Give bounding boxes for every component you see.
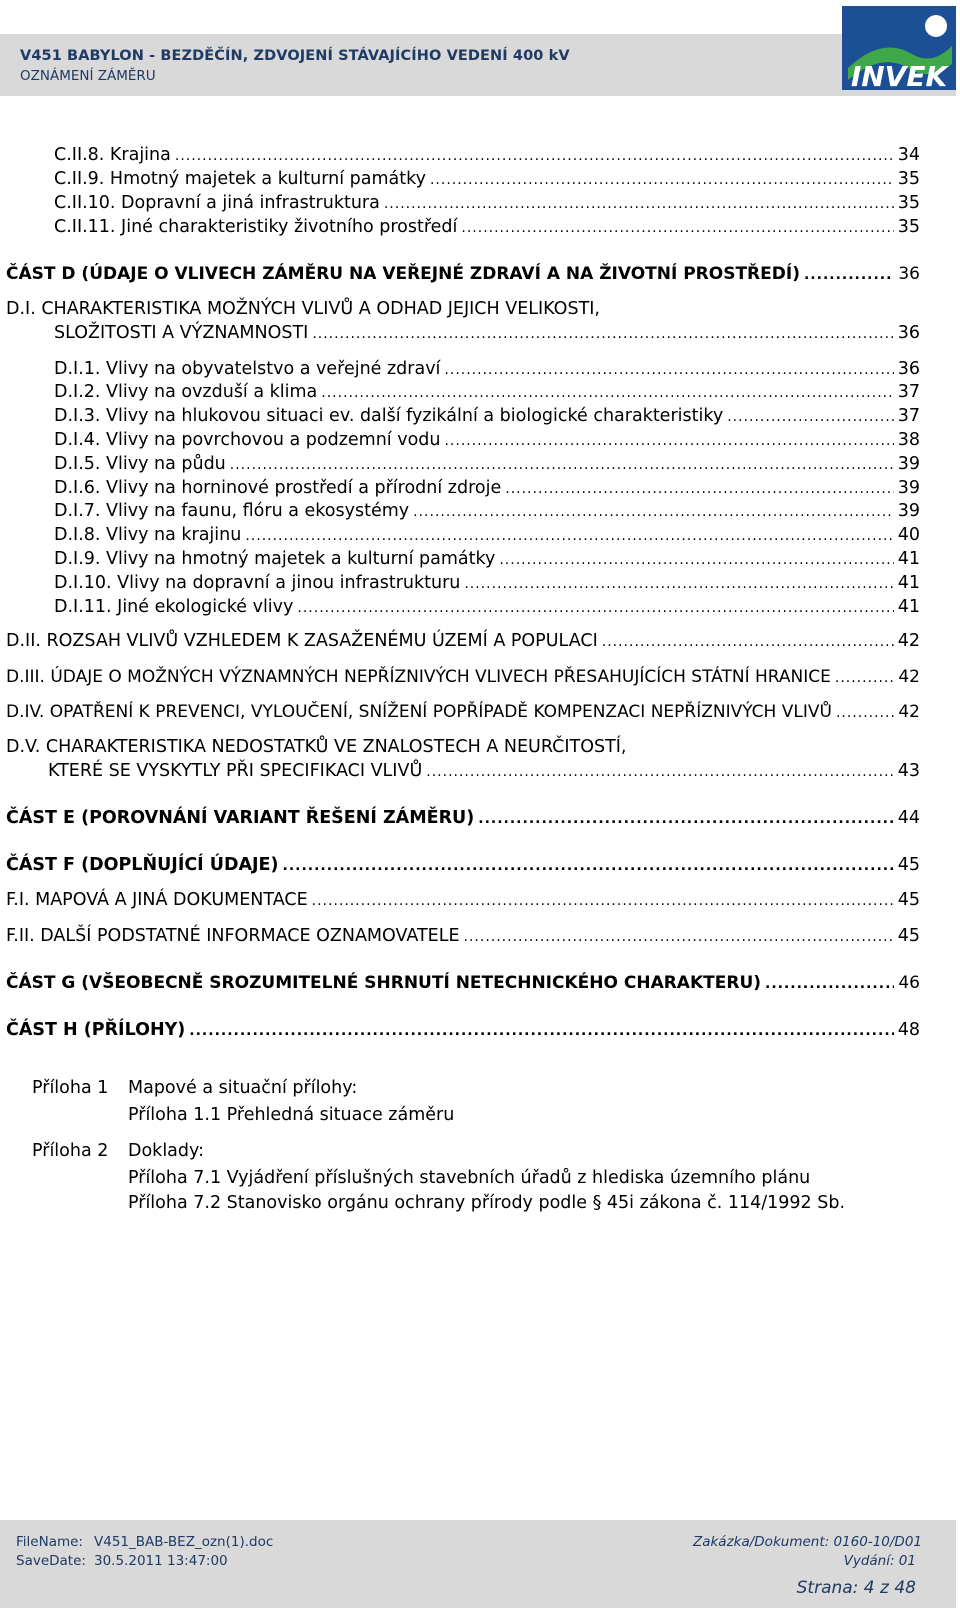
toc-entry: D.IV. OPATŘENÍ K PREVENCI, VYLOUČENÍ, SNÍŽENÍ POPŘÍPADĚ KOMPENZACI NEPŘÍZNIVÝCH VLIVŮ ..... 42	[6, 701, 920, 724]
toc-entry: D.I.2. Vlivy na ovzduší a klima ..... 37	[54, 381, 920, 404]
toc-part-heading: ČÁST F (DOPLŇUJÍCÍ ÚDAJE) ..... 45	[6, 854, 920, 877]
attachment-title: Mapové a situační přílohy:	[128, 1078, 358, 1098]
toc-entry: D.III. ÚDAJE O MOŽNÝCH VÝZNAMNÝCH NEPŘÍZNIVÝCH VLIVECH PŘESAHUJÍCÍCH STÁTNÍ HRANICE ..... 42	[6, 666, 920, 689]
savedate-value: 30.5.2011 13:47:00	[94, 1553, 228, 1569]
toc-entry: C.II.9. Hmotný majetek a kulturní památky ..... 35	[54, 168, 920, 191]
page-header	[0, 34, 956, 96]
toc-entry: D.I.3. Vlivy na hlukovou situaci ev. další fyzikální a biologické charakteristiky ..... 37	[54, 405, 920, 428]
toc-entry: D.I.4. Vlivy na povrchovou a podzemní vodu ..... 38	[54, 429, 920, 452]
toc-part-heading: ČÁST H (PŘÍLOHY) ..... 48	[6, 1019, 920, 1042]
attachment-item: Příloha 7.2 Stanovisko orgánu ochrany přírody podle § 45i zákona č. 114/1992 Sb.	[128, 1193, 846, 1213]
toc-entry: F.II. DALŠÍ PODSTATNÉ INFORMACE OZNAMOVATELE ..... 45	[6, 925, 920, 948]
toc-entry: C.II.11. Jiné charakteristiky životního prostředí ..... 35	[54, 216, 920, 239]
toc-entry: C.II.10. Dopravní a jiná infrastruktura ..... 35	[54, 192, 920, 215]
toc-entry: D.I.8. Vlivy na krajinu ..... 40	[54, 524, 920, 547]
toc-entry: SLOŽITOSTI A VÝZNAMNOSTI ..... 36	[54, 322, 920, 345]
page-number: Strana: 4 z 48	[796, 1578, 916, 1598]
logo-text: INVEK	[850, 60, 948, 93]
attachment-label: Příloha 2	[32, 1141, 109, 1161]
toc-entry: D.I.11. Jiné ekologické vlivy ..... 41	[54, 596, 920, 619]
toc-part-heading: ČÁST E (POROVNÁNÍ VARIANT ŘEŠENÍ ZÁMĚRU) ..... 44	[6, 807, 920, 830]
toc-entry: D.II. ROZSAH VLIVŮ VZHLEDEM K ZASAŽENÉMU ÚZEMÍ A POPULACI ..... 42	[6, 630, 920, 653]
toc-part-heading: ČÁST D (ÚDAJE O VLIVECH ZÁMĚRU NA VEŘEJNÉ ZDRAVÍ A NA ŽIVOTNÍ PROSTŘEDÍ) ..... 36	[6, 263, 920, 286]
toc-entry: D.I.9. Vlivy na hmotný majetek a kulturní památky ..... 41	[54, 548, 920, 571]
toc-entry: KTERÉ SE VYSKYTLY PŘI SPECIFIKACI VLIVŮ ..... 43	[48, 760, 920, 783]
document-title: V451 BABYLON - BEZDĚČÍN, ZDVOJENÍ STÁVAJÍCÍHO VEDENÍ 400 kV	[20, 48, 570, 64]
toc-entry: F.I. MAPOVÁ A JINÁ DOKUMENTACE ..... 45	[6, 889, 920, 912]
toc-entry: D.I.7. Vlivy na faunu, flóru a ekosystémy ..... 39	[54, 500, 920, 523]
toc-entry: D.I.6. Vlivy na horninové prostředí a přírodní zdroje ..... 39	[54, 477, 920, 500]
toc-entry: D.I.5. Vlivy na půdu ..... 39	[54, 453, 920, 476]
toc-entry: D.I.1. Vlivy na obyvatelstvo a veřejné zdraví ..... 36	[54, 358, 920, 381]
toc-entry: D.I. CHARAKTERISTIKA MOŽNÝCH VLIVŮ A ODHAD JEJICH VELIKOSTI,	[6, 299, 600, 319]
toc-entry: D.V. CHARAKTERISTIKA NEDOSTATKŮ VE ZNALOSTECH A NEURČITOSTÍ,	[6, 737, 627, 757]
toc-entry: C.II.8. Krajina ..... 34	[54, 144, 920, 167]
filename-label: FileName:	[16, 1534, 83, 1550]
document-subtitle: OZNÁMENÍ ZÁMĚRU	[20, 68, 156, 84]
attachment-label: Příloha 1	[32, 1078, 109, 1098]
attachment-item: Příloha 7.1 Vyjádření příslušných stavebních úřadů z hlediska územního plánu	[128, 1168, 811, 1188]
toc-part-heading: ČÁST G (VŠEOBECNĚ SROZUMITELNÉ SHRNUTÍ NETECHNICKÉHO CHARAKTERU) ..... 46	[6, 972, 920, 995]
order-number: Zakázka/Dokument: 0160-10/D01	[692, 1534, 922, 1550]
savedate-label: SaveDate:	[16, 1553, 86, 1569]
filename-value: V451_BAB-BEZ_ozn(1).doc	[94, 1534, 274, 1550]
attachment-item: Příloha 1.1 Přehledná situace záměru	[128, 1105, 455, 1125]
invek-logo	[842, 6, 956, 96]
edition-number: Vydání: 01	[843, 1553, 916, 1569]
attachment-title: Doklady:	[128, 1141, 204, 1161]
page-footer	[0, 1520, 956, 1608]
toc-entry: D.I.10. Vlivy na dopravní a jinou infrastrukturu ..... 41	[54, 572, 920, 595]
